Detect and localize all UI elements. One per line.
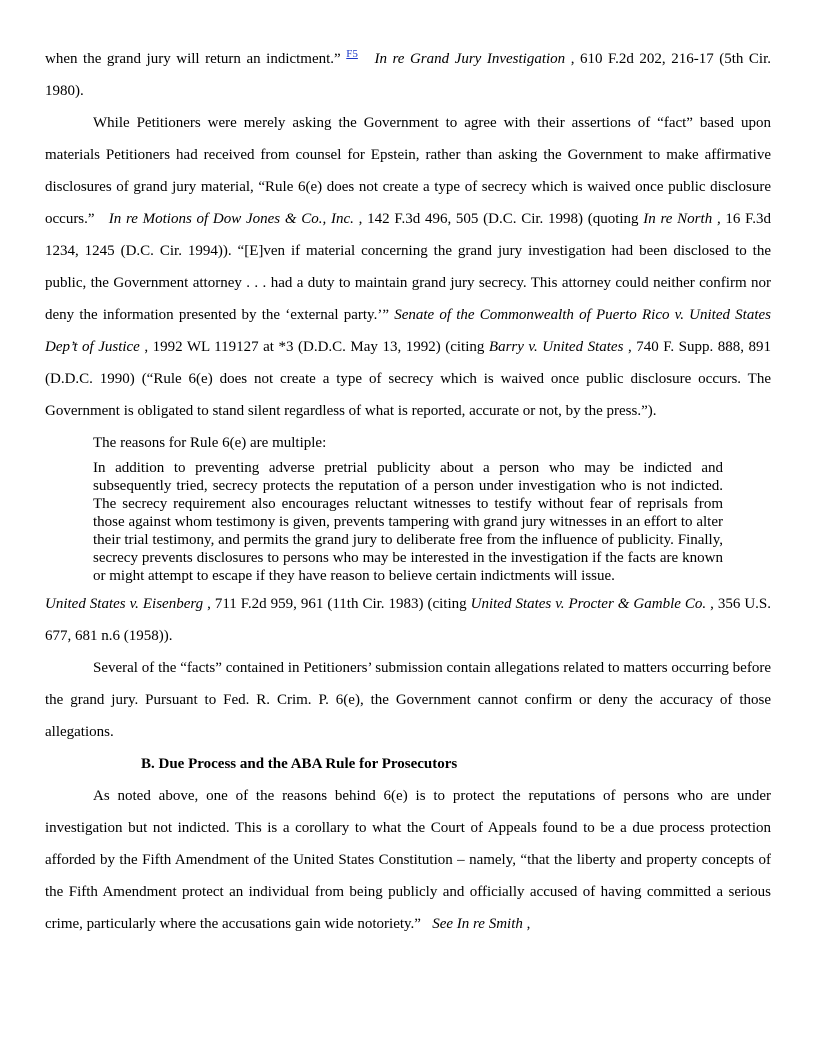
text: , 711 F.2d 959, 961 (11th Cir. 1983) (citing — [207, 596, 467, 612]
text: , 610 F.2d 202, 216-17 (5th Cir. 1980). — [45, 51, 772, 99]
text: , 142 F.3d 496, 505 (D.C. Cir. 1998) (quoting — [358, 211, 639, 227]
text: , 1992 WL 119127 at *3 (D.D.C. May 13, 1992) (citing — [144, 339, 485, 355]
text: , 356 U.S. 677, 681 n.6 (1958)). — [45, 596, 772, 644]
paragraph-petitioners — [45, 107, 771, 427]
text: when the grand jury will return an indictment.” — [45, 51, 341, 67]
case-citation: Barry v. United States — [488, 339, 624, 355]
case-citation: Senate of the Commonwealth of Puerto Rico v. United States Dep’t of Justice — [45, 307, 772, 355]
paragraph-facts: Several of the “facts” contained in Petitioners’ submission contain allegations related to matters occurring before the grand jury. Pursuant to Fed. R. Crim. P. 6(e), the Government cannot confirm or deny the accuracy of those allegations. — [45, 660, 771, 740]
case-citation: In re North — [643, 211, 713, 227]
text: While Petitioners were merely asking the Government to agree with their assertions of “fact” based upon materials Petitioners had received from counsel for Epstein, rather than asking the Government to make affirmative disclosures of grand jury material, “Rule 6(e) does not create a type of secrecy which is waived once public disclosure occurs.” — [45, 115, 771, 227]
case-citation: United States v. Eisenberg — [45, 596, 204, 612]
block-quote: In addition to preventing adverse pretrial publicity about a person who may be indicted and subsequently tried, secrecy protects the reputation of a person under investigation who is not indicted. The secrecy requirement also encourages reluctant witnesses to testify without fear of reprisals from those against whom testimony is given, prevents tampering with grand jury witnesses in an effort to alter their trial testimony, and permits the grand jury to deliberate free from the influence of publicity. Finally, secrecy prevents disclosures to persons who may be interested in the investigation if the facts are known or might attempt to escape if they have reason to believe certain indictments will issue. — [93, 460, 723, 584]
case-citation: United States v. Procter & Gamble Co. — [470, 596, 707, 612]
paragraph-reasons-intro: The reasons for Rule 6(e) are multiple: — [93, 435, 327, 451]
case-citation: In re Motions of Dow Jones & Co., Inc. — [108, 211, 354, 227]
text: , — [526, 916, 531, 932]
text: , 740 F. Supp. 888, 891 (D.D.C. 1990) (“Rule 6(e) does not create a type of secrecy which is waived once public disclosure occurs. The Government is obligated to stand silent regardless of what is reported, accurate or not, by the press.”). — [45, 339, 772, 419]
text: , 16 F.3d 1234, 1245 (D.C. Cir. 1994)). “[E]ven if material concerning the grand jury investigation had been disclosed to the public, the Government attorney . . . had a duty to maintain grand jury secrecy. This attorney could neither confirm nor deny the information presented by the ‘external party.’” — [45, 211, 772, 323]
case-citation: See In re Smith — [432, 916, 523, 932]
text: As noted above, one of the reasons behind 6(e) is to protect the reputations of persons who are under investigation but not indicted. This is a corollary to what the Court of Appeals found to be a due process protection afforded by the Fifth Amendment of the United States Constitution – namely, “that the liberty and property concepts of the Fifth Amendment protect an individual from being publicly and officially accused of having committed a serious crime, particularly where the accusations gain wide notoriety.” — [45, 788, 771, 932]
paragraph-continuation — [45, 43, 771, 107]
footnote-link-f5[interactable]: F5 — [346, 48, 358, 60]
paragraph-due-process — [45, 780, 771, 940]
case-citation: In re Grand Jury Investigation — [374, 51, 566, 67]
paragraph-citation — [45, 588, 771, 652]
section-heading: B. Due Process and the ABA Rule for Prosecutors — [141, 756, 458, 772]
